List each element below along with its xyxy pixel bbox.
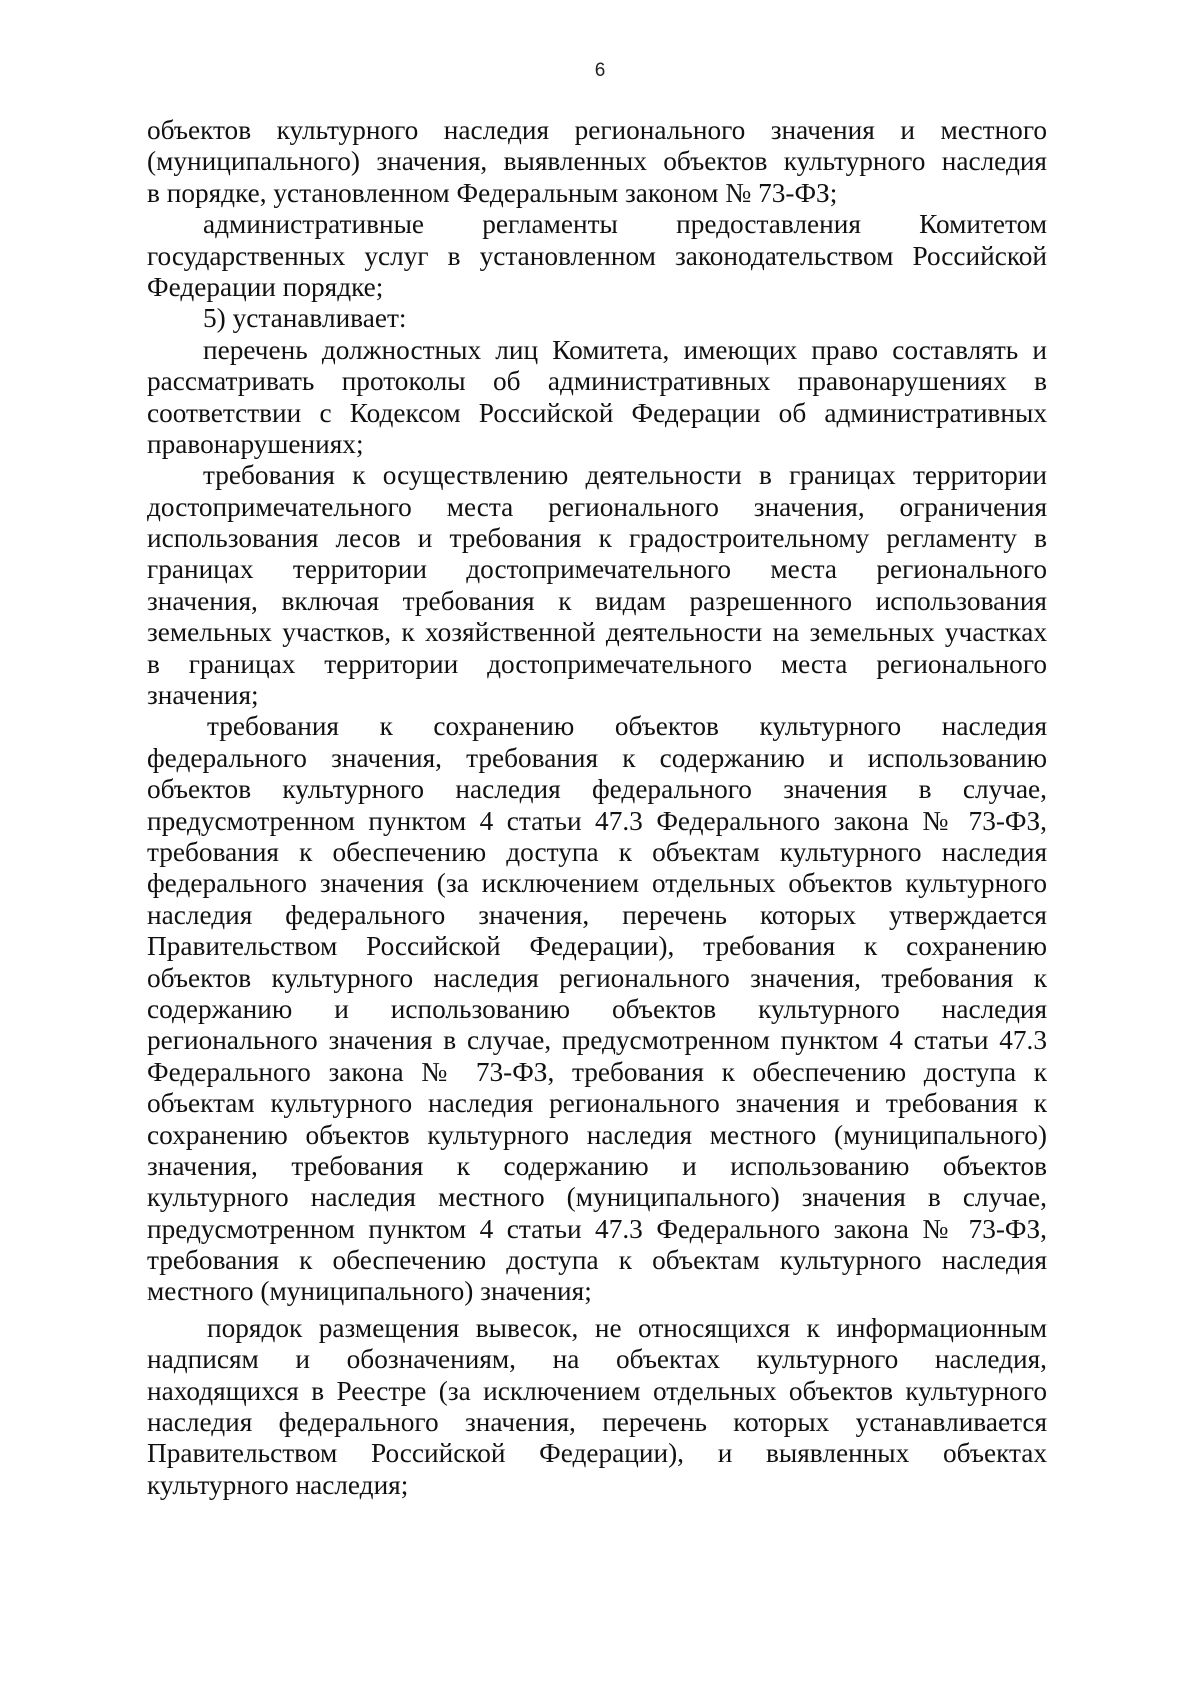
text-line: регионального значения в случае, предусмотренном пунктом 4 статьи 47.3 <box>147 1025 1047 1056</box>
text-line: административные регламенты предоставления Комитетом <box>203 209 1047 240</box>
text-line: границах территории достопримечательного места регионального <box>147 554 1047 585</box>
text-line: Федерации порядке; <box>147 271 384 302</box>
text-line: федерального значения, требования к содержанию и использованию <box>147 742 1047 773</box>
text-line: земельных участков, к хозяйственной деятельности на земельных участках <box>147 617 1047 648</box>
text-line: объектов культурного наследия регионального значения, требования к <box>147 962 1047 993</box>
text-line: Правительством Российской Федерации), и выявленных объектах <box>147 1438 1047 1469</box>
text-line: Правительством Российской Федерации), требования к сохранению <box>147 931 1047 962</box>
text-line: порядок размещения вывесок, не относящихся к информационным <box>207 1312 1047 1343</box>
text-line: 5) устанавливает: <box>203 303 407 334</box>
text-line: использования лесов и требования к градостроительному регламенту в <box>147 523 1047 554</box>
text-line: соответствии с Кодексом Российской Федерации об административных <box>147 397 1047 428</box>
text-line: значения; <box>147 680 259 711</box>
text-line: требования к обеспечению доступа к объектам культурного наследия <box>147 1245 1047 1276</box>
text-line: предусмотренном пунктом 4 статьи 47.3 Федерального закона № 73-ФЗ, <box>147 805 1047 836</box>
text-line: находящихся в Реестре (за исключением отдельных объектов культурного <box>147 1375 1047 1406</box>
text-line: государственных услуг в установленном законодательством Российской <box>147 240 1047 271</box>
text-line: федерального значения (за исключением отдельных объектов культурного <box>147 868 1047 899</box>
text-line: наследия федерального значения, перечень которых утверждается <box>147 899 1047 930</box>
text-line: (муниципального) значения, выявленных объектов культурного наследия <box>147 146 1047 177</box>
text-line: в порядке, установленном Федеральным законом № 73-ФЗ; <box>147 177 838 208</box>
text-line: достопримечательного места регионального значения, ограничения <box>147 491 1047 522</box>
document-body <box>147 115 1047 1501</box>
text-line: рассматривать протоколы об административных правонарушениях в <box>147 366 1047 397</box>
text-line: правонарушениях; <box>147 428 364 459</box>
text-line: значения, включая требования к видам разрешенного использования <box>147 585 1047 616</box>
text-line: предусмотренном пунктом 4 статьи 47.3 Федерального закона № 73-ФЗ, <box>147 1213 1047 1244</box>
text-line: культурного наследия; <box>147 1469 409 1500</box>
text-line: содержанию и использованию объектов культурного наследия <box>147 993 1047 1024</box>
text-line: объектов культурного наследия регионального значения и местного <box>147 115 1047 145</box>
text-line: значения, требования к содержанию и использованию объектов <box>147 1150 1047 1181</box>
text-line: требования к осуществлению деятельности в границах территории <box>203 460 1047 491</box>
text-line: требования к обеспечению доступа к объектам культурного наследия <box>147 836 1047 867</box>
text-line: Федерального закона № 73-ФЗ, требования к обеспечению доступа к <box>147 1056 1047 1087</box>
page-number: 6 <box>594 60 606 81</box>
text-line: местного (муниципального) значения; <box>147 1276 592 1307</box>
text-line: перечень должностных лиц Комитета, имеющих право составлять и <box>203 334 1047 365</box>
text-line: объектам культурного наследия регионального значения и требования к <box>147 1088 1047 1119</box>
text-line: наследия федерального значения, перечень которых устанавливается <box>147 1407 1047 1438</box>
text-line: надписям и обозначениям, на объектах культурного наследия, <box>147 1344 1047 1375</box>
text-line: в границах территории достопримечательного места регионального <box>147 648 1047 679</box>
text-line: объектов культурного наследия федерального значения в случае, <box>147 774 1047 805</box>
text-line: культурного наследия местного (муниципального) значения в случае, <box>147 1182 1047 1213</box>
text-line: требования к сохранению объектов культурного наследия <box>207 711 1047 742</box>
text-line: сохранению объектов культурного наследия местного (муниципального) <box>147 1119 1047 1150</box>
